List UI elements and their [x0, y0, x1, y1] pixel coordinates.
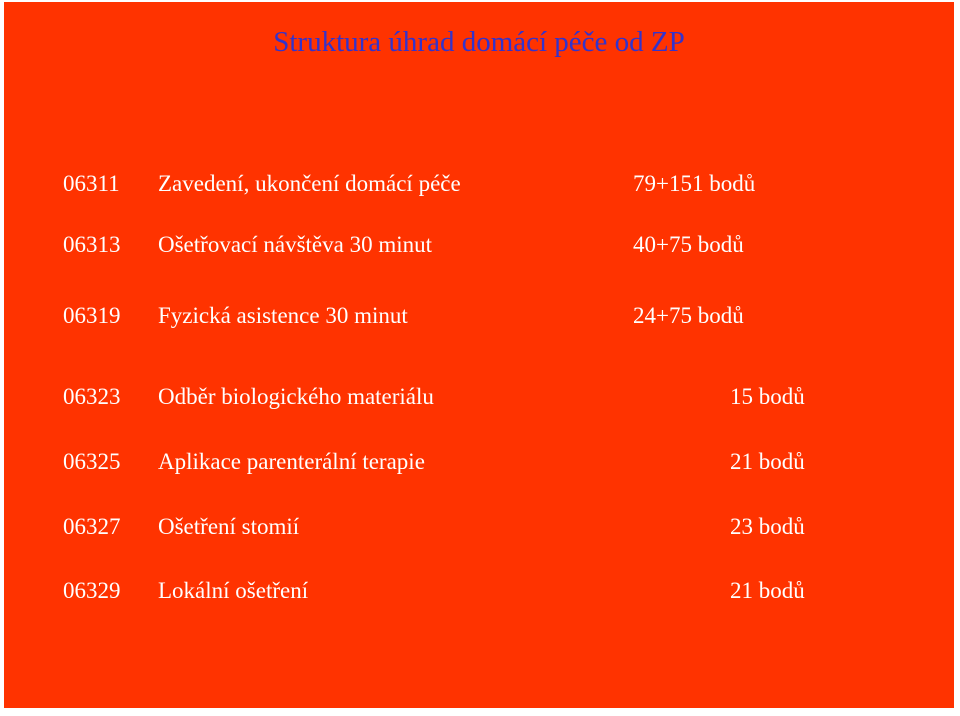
row-points: 21 bodů [730, 449, 805, 474]
row-code: 06319 [63, 303, 121, 328]
row-name: Ošetřovací návštěva 30 minut [158, 232, 433, 257]
row-code: 06313 [63, 232, 121, 257]
row-name: Lokální ošetření [158, 578, 309, 603]
table-row [4, 299, 954, 333]
row-points: 21 bodů [730, 578, 805, 603]
row-name: Odběr biologického materiálu [158, 384, 434, 409]
row-points: 40+75 bodů [633, 232, 744, 257]
row-code: 06323 [63, 384, 121, 409]
slide-title: Struktura úhrad domácí péče od ZP [273, 26, 685, 58]
row-code: 06311 [63, 171, 120, 196]
row-name: Zavedení, ukončení domácí péče [158, 171, 461, 196]
row-points: 79+151 bodů [633, 171, 756, 196]
row-code: 06325 [63, 449, 121, 474]
row-points: 24+75 bodů [633, 303, 744, 328]
row-name: Ošetření stomií [158, 514, 300, 539]
table-row [4, 167, 954, 201]
row-name: Fyzická asistence 30 minut [158, 303, 408, 328]
row-points: 15 bodů [730, 384, 805, 409]
row-name: Aplikace parenterální terapie [158, 449, 425, 474]
table-row [4, 574, 954, 608]
table-row [4, 445, 954, 479]
row-code: 06327 [63, 514, 121, 539]
table-row [4, 380, 954, 414]
row-code: 06329 [63, 578, 121, 603]
slide [4, 2, 954, 708]
row-points: 23 bodů [730, 514, 805, 539]
table-row [4, 510, 954, 544]
table-row [4, 228, 954, 262]
